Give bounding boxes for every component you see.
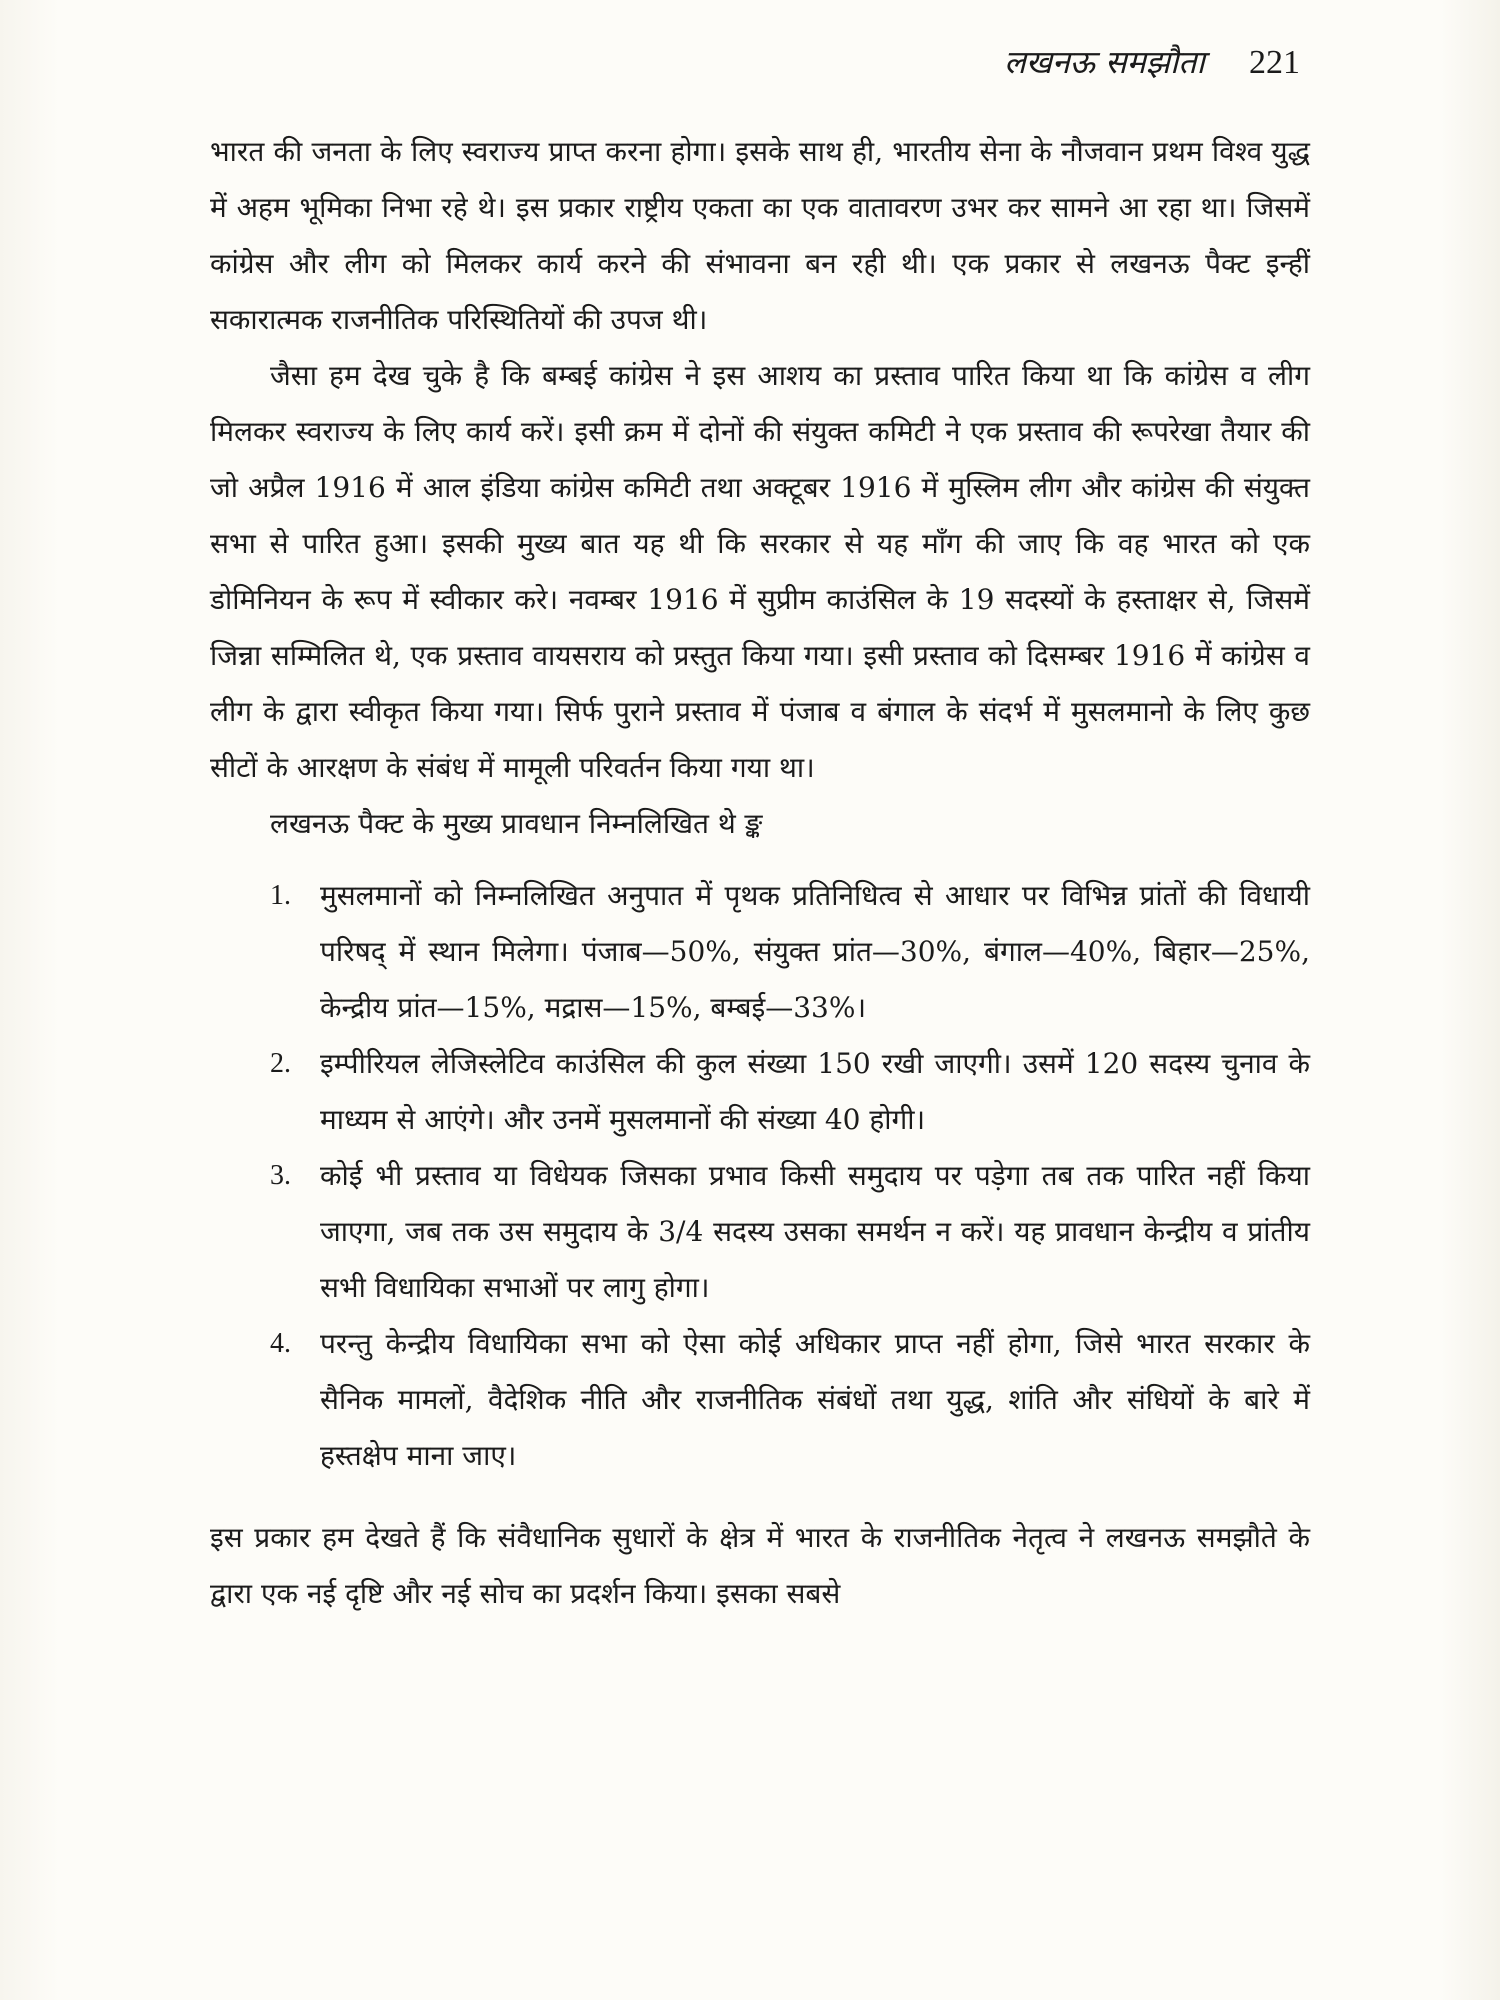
list-item-number: 2.	[270, 1048, 291, 1079]
list-item	[210, 1036, 1310, 1148]
list-item-text: मुसलमानों को निम्नलिखित अनुपात में पृथक प्रतिनिधित्व से आधार पर विभिन्न प्रांतों की विधायी परिषद् में स्थान मिलेगा। पंजाब—50%, संयुक्त प्रांत—30%, बंगाल—40%, बिहार—25%, केन्द्रीय प्रांत—15%, मद्रास—15%, बम्बई—33%।	[320, 879, 1310, 1024]
paragraph-history: जैसा हम देख चुके है कि बम्बई कांग्रेस ने इस आशय का प्रस्ताव पारित किया था कि कांग्रेस व लीग मिलकर स्वराज्य के लिए कार्य करें। इसी क्रम में दोनों की संयुक्त कमिटी ने एक प्रस्ताव की रूपरेखा तैयार की जो अप्रैल 1916 में आल इंडिया कांग्रेस कमिटी तथा अक्टूबर 1916 में मुस्लिम लीग और कांग्रेस की संयुक्त सभा से पारित हुआ। इसकी मुख्य बात यह थी कि सरकार से यह माँग की जाए कि वह भारत को एक डोमिनियन के रूप में स्वीकार करे। नवम्बर 1916 में सुप्रीम काउंसिल के 19 सदस्यों के हस्ताक्षर से, जिसमें जिन्ना सम्मिलित थे, एक प्रस्ताव वायसराय को प्रस्तुत किया गया। इसी प्रस्ताव को दिसम्बर 1916 में कांग्रेस व लीग के द्वारा स्वीकृत किया गया। सिर्फ पुराने प्रस्ताव में पंजाब व बंगाल के संदर्भ में मुसलमानो के लिए कुछ सीटों के आरक्षण के संबंध में मामूली परिवर्तन किया गया था।	[210, 359, 1310, 784]
page-body	[210, 124, 1310, 1622]
chapter-title: लखनऊ समझौता	[1004, 43, 1205, 81]
list-item-number: 1.	[270, 880, 291, 911]
provisions-intro: लखनऊ पैक्ट के मुख्य प्रावधान निम्नलिखित थे ङ्क	[270, 807, 763, 840]
running-header	[1004, 38, 1300, 87]
provisions-list	[210, 868, 1310, 1484]
list-item	[210, 868, 1310, 1036]
list-item	[210, 1148, 1310, 1316]
list-item-text: कोई भी प्रस्ताव या विधेयक जिसका प्रभाव किसी समुदाय पर पड़ेगा तब तक पारित नहीं किया जाएगा, जब तक उस समुदाय के 3/4 सदस्य उसका समर्थन न करें। यह प्रावधान केन्द्रीय व प्रांतीय सभी विधायिका सभाओं पर लागु होगा।	[320, 1159, 1310, 1304]
list-item-text: इम्पीरियल लेजिस्लेटिव काउंसिल की कुल संख्या 150 रखी जाएगी। उसमें 120 सदस्य चुनाव के माध्यम से आएंगे। और उनमें मुसलमानों की संख्या 40 होगी।	[320, 1047, 1310, 1136]
paragraph-closing: इस प्रकार हम देखते हैं कि संवैधानिक सुधारों के क्षेत्र में भारत के राजनीतिक नेतृत्व ने लखनऊ समझौते के द्वारा एक नई दृष्टि और नई सोच का प्रदर्शन किया। इसका सबसे	[210, 1521, 1310, 1610]
list-item-text: परन्तु केन्द्रीय विधायिका सभा को ऐसा कोई अधिकार प्राप्त नहीं होगा, जिसे भारत सरकार के सैनिक मामलों, वैदेशिक नीति और राजनीतिक संबंधों तथा युद्ध, शांति और संधियों के बारे में हस्तक्षेप माना जाए।	[320, 1327, 1310, 1472]
list-item-number: 3.	[270, 1160, 291, 1191]
list-item	[210, 1316, 1310, 1484]
page-number: 221	[1249, 44, 1300, 81]
list-item-number: 4.	[270, 1328, 291, 1359]
paragraph-context: भारत की जनता के लिए स्वराज्य प्राप्त करना होगा। इसके साथ ही, भारतीय सेना के नौजवान प्रथम विश्व युद्ध में अहम भूमिका निभा रहे थे। इस प्रकार राष्ट्रीय एकता का एक वातावरण उभर कर सामने आ रहा था। जिसमें कांग्रेस और लीग को मिलकर कार्य करने की संभावना बन रही थी। एक प्रकार से लखनऊ पैक्ट इन्हीं सकारात्मक राजनीतिक परिस्थितियों की उपज थी।	[210, 135, 1310, 336]
